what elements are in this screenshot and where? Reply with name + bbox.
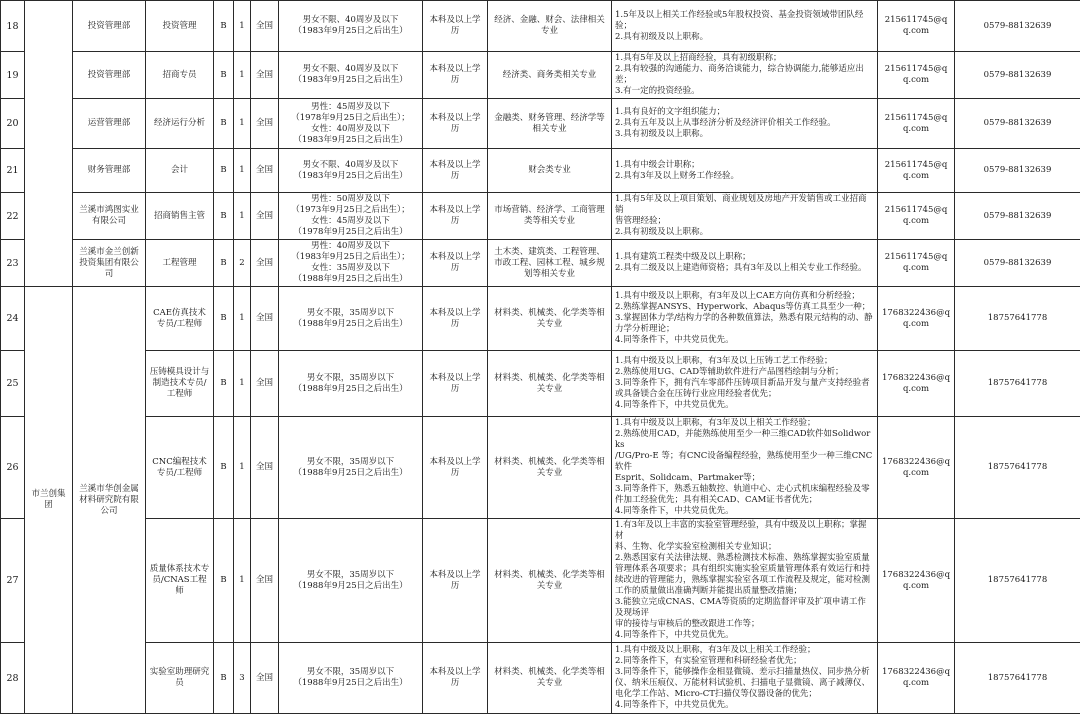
post-category: B (214, 193, 234, 240)
contact-phone: 0579-88132639 (955, 99, 1080, 149)
age-requirement-line: （1973年9月25日之后出生）； (282, 205, 419, 216)
age-requirement-line: 男女不限，35周岁以下 (282, 570, 419, 581)
other-requirements-line: 工作的质量做出准确判断并能提出质量整改措施； (615, 586, 874, 597)
post-category: B (214, 149, 234, 193)
unit-name: 运营管理部 (73, 99, 146, 149)
post-name: CAE仿真技术专员/工程师 (146, 287, 214, 351)
row-number: 27 (1, 519, 25, 643)
recruit-scope: 全国 (251, 643, 279, 714)
age-requirement-line: （1983年9月25日之后出生） (282, 135, 419, 146)
post-name: 会计 (146, 149, 214, 193)
hire-count: 1 (234, 52, 251, 99)
contact-email: 1768322436@qq.com (878, 351, 955, 417)
other-requirements (612, 193, 878, 240)
post-name: 质量体系技术专员/CNAS工程师 (146, 519, 214, 643)
other-requirements (612, 351, 878, 417)
age-requirement (279, 149, 423, 193)
age-requirement-line: 男女不限，35周岁以下 (282, 308, 419, 319)
other-requirements-line: 2.具有五年及以上从事经济分析及经济评价相关工作经验。 (615, 118, 874, 129)
other-requirements (612, 417, 878, 519)
post-name: 压铸模具设计与制造技术专员/工程师 (146, 351, 214, 417)
other-requirements-line: 2.具有二级及以上建造师资格；具有3年及以上相关专业工作经验。 (615, 263, 874, 274)
contact-email: 215611745@qq.com (878, 149, 955, 193)
other-requirements-line: 件加工经验优先；具有相关CAD、CAM证书者优先； (615, 495, 874, 506)
other-requirements-line: 4.同等条件下，中共党员优先。 (615, 630, 874, 641)
post-name: 投资管理 (146, 1, 214, 52)
post-name: CNC编程技术专员/工程师 (146, 417, 214, 519)
other-requirements-line: 2.同等条件下，有实验室管理和科研经验者优先； (615, 656, 874, 667)
other-requirements-line: 1.有3年及以上丰富的实验室管理经验，具有中级及以上职称；掌握材 (615, 520, 874, 542)
major: 材料类、机械类、化学类等相关专业 (488, 351, 612, 417)
row-number: 20 (1, 99, 25, 149)
post-category: B (214, 99, 234, 149)
contact-phone: 18757641778 (955, 287, 1080, 351)
table-row (1, 193, 1080, 240)
other-requirements-line: 4.同等条件下，中共党员优先。 (615, 506, 874, 517)
education: 本科及以上学历 (423, 519, 488, 643)
table-row (1, 519, 1080, 643)
education: 本科及以上学历 (423, 149, 488, 193)
other-requirements-line: 3.掌握固体力学/结构力学的各种数值算法，熟悉有限元结构的动、静 (615, 313, 874, 324)
table-row (1, 417, 1080, 519)
other-requirements (612, 99, 878, 149)
major: 材料类、机械类、化学类等相关专业 (488, 287, 612, 351)
row-number: 23 (1, 240, 25, 287)
other-requirements-line: 3.同等条件下，拥有汽车零部件压铸项目新品开发与量产支持经验者 (615, 378, 874, 389)
post-name: 招商销售主管 (146, 193, 214, 240)
age-requirement-line: （1983年9月25日之后出生） (282, 75, 419, 86)
unit-name: 兰溪市华创金属材料研究院有限公司 (73, 287, 146, 714)
age-requirement-line: （1988年9月25日之后出生） (282, 384, 419, 395)
post-category: B (214, 519, 234, 643)
recruit-scope: 全国 (251, 193, 279, 240)
row-number: 25 (1, 351, 25, 417)
other-requirements-line: 1.具有建筑工程类中级及以上职称； (615, 252, 874, 263)
post-category: B (214, 240, 234, 287)
unit-name: 投资管理部 (73, 1, 146, 52)
age-requirement-line: 男女不限，35周岁以下 (282, 457, 419, 468)
age-requirement-line: （1983年9月25日之后出生） (282, 171, 419, 182)
other-requirements-line: 差； (615, 75, 874, 86)
row-number: 22 (1, 193, 25, 240)
post-category: B (214, 417, 234, 519)
contact-email: 215611745@qq.com (878, 240, 955, 287)
other-requirements-line: 3.能独立完成CNAS、CMA等资质的定期监督评审及扩项申请工作及现场评 (615, 597, 874, 619)
contact-email: 215611745@qq.com (878, 193, 955, 240)
table-row (1, 351, 1080, 417)
contact-phone: 0579-88132639 (955, 1, 1080, 52)
contact-email: 1768322436@qq.com (878, 287, 955, 351)
unit-name: 投资管理部 (73, 52, 146, 99)
major: 财会类专业 (488, 149, 612, 193)
contact-email: 215611745@qq.com (878, 52, 955, 99)
recruit-scope: 全国 (251, 417, 279, 519)
other-requirements-line: 4.同等条件下，中共党员优先。 (615, 700, 874, 711)
other-requirements-line: 1.具有5年及以上招商经验，具有初级职称； (615, 53, 874, 64)
other-requirements (612, 52, 878, 99)
age-requirement-line: 男女不限，35周岁以下 (282, 373, 419, 384)
age-requirement-line: 男性：45周岁及以下 (282, 102, 419, 113)
group-name (25, 1, 73, 287)
row-number: 24 (1, 287, 25, 351)
contact-phone: 0579-88132639 (955, 240, 1080, 287)
education: 本科及以上学历 (423, 643, 488, 714)
recruit-scope: 全国 (251, 149, 279, 193)
age-requirement-line: （1988年9月25日之后出生） (282, 678, 419, 689)
post-category: B (214, 643, 234, 714)
table-row (1, 643, 1080, 714)
other-requirements-line: 1.具有中级及以上职称，有3年及以上压铸工艺工作经验； (615, 356, 874, 367)
hire-count: 1 (234, 287, 251, 351)
age-requirement-line: （1978年9月25日之后出生） (282, 227, 419, 238)
other-requirements-line: 1.具有中级会计职称； (615, 160, 874, 171)
age-requirement (279, 351, 423, 417)
row-number: 19 (1, 52, 25, 99)
other-requirements-line: 2.熟悉国家有关法律法规、熟悉检测技术标准、熟练掌握实验室质量 (615, 553, 874, 564)
hire-count: 1 (234, 193, 251, 240)
other-requirements-line: 或具备镁合金在压铸行业应用经验者优先； (615, 389, 874, 400)
row-number: 26 (1, 417, 25, 519)
recruit-scope: 全国 (251, 240, 279, 287)
recruit-scope: 全国 (251, 519, 279, 643)
major: 材料类、机械类、化学类等相关专业 (488, 643, 612, 714)
other-requirements-line: 力学分析理论； (615, 324, 874, 335)
age-requirement-line: （1983年9月25日之后出生） (282, 26, 419, 37)
age-requirement-line: （1983年9月25日之后出生）； (282, 252, 419, 263)
age-requirement-line: （1988年9月25日之后出生） (282, 468, 419, 479)
contact-email: 1768322436@qq.com (878, 519, 955, 643)
hire-count: 1 (234, 351, 251, 417)
other-requirements (612, 1, 878, 52)
age-requirement-line: 女性：40周岁及以下 (282, 124, 419, 135)
other-requirements-line: 验； (615, 21, 874, 32)
major: 金融类、财务管理、经济学等相关专业 (488, 99, 612, 149)
hire-count: 1 (234, 99, 251, 149)
unit-name: 兰溪市鸿图实业有限公司 (73, 193, 146, 240)
other-requirements-line: 2.熟练使用CAD，并能熟练使用至少一种三维CAD软件如Solidworks (615, 429, 874, 451)
other-requirements-line: 管理体系各项要求；具有组织实施实验室质量管理体系有效运行和持 (615, 564, 874, 575)
age-requirement-line: 女性：45周岁及以下 (282, 216, 419, 227)
recruit-scope: 全国 (251, 52, 279, 99)
other-requirements-line: /UG/Pro-E 等；有CNC设备编程经验，熟练使用至少一种三维CNC软件 (615, 451, 874, 473)
post-category: B (214, 351, 234, 417)
table-row (1, 240, 1080, 287)
education: 本科及以上学历 (423, 287, 488, 351)
age-requirement-line: （1988年9月25日之后出生） (282, 319, 419, 330)
other-requirements (612, 519, 878, 643)
other-requirements-line: 2.熟练掌握ANSYS、Hyperwork、Abaqus等仿真工具至少一种； (615, 302, 874, 313)
education: 本科及以上学历 (423, 351, 488, 417)
other-requirements-line: 2.具有初级及以上职称。 (615, 227, 874, 238)
other-requirements-line: 2.熟练使用UG、CAD等辅助软件进行产品图档绘制与分析； (615, 367, 874, 378)
other-requirements-line: 审的接待与审核后的整改跟进工作等； (615, 619, 874, 630)
recruit-scope: 全国 (251, 351, 279, 417)
contact-phone: 18757641778 (955, 417, 1080, 519)
contact-phone: 0579-88132639 (955, 149, 1080, 193)
row-number: 18 (1, 1, 25, 52)
hire-count: 2 (234, 240, 251, 287)
row-number: 21 (1, 149, 25, 193)
contact-email: 1768322436@qq.com (878, 643, 955, 714)
table-row (1, 287, 1080, 351)
table-row (1, 99, 1080, 149)
age-requirement (279, 1, 423, 52)
contact-phone: 18757641778 (955, 643, 1080, 714)
other-requirements-line: 仪、纳米压痕仪、万能材料试验机、扫描电子显微镜、离子减薄仪、 (615, 678, 874, 689)
age-requirement (279, 417, 423, 519)
education: 本科及以上学历 (423, 193, 488, 240)
other-requirements-line: 2.具有较强的沟通能力、商务洽谈能力，综合协调能力,能够适应出 (615, 64, 874, 75)
other-requirements-line: 2.具有3年及以上财务工作经验。 (615, 171, 874, 182)
major: 材料类、机械类、化学类等相关专业 (488, 519, 612, 643)
major: 材料类、机械类、化学类等相关专业 (488, 417, 612, 519)
post-category: B (214, 287, 234, 351)
post-name: 经济运行分析 (146, 99, 214, 149)
other-requirements-line: Esprit、Solidcam、Partmaker等； (615, 473, 874, 484)
post-category: B (214, 52, 234, 99)
other-requirements-line: 4.同等条件下，中共党员优先。 (615, 335, 874, 346)
other-requirements (612, 643, 878, 714)
hire-count: 1 (234, 149, 251, 193)
other-requirements (612, 149, 878, 193)
education: 本科及以上学历 (423, 52, 488, 99)
age-requirement (279, 287, 423, 351)
unit-name: 财务管理部 (73, 149, 146, 193)
contact-phone: 0579-88132639 (955, 52, 1080, 99)
education: 本科及以上学历 (423, 99, 488, 149)
unit-name: 兰溪市金兰创新投资集团有限公司 (73, 240, 146, 287)
age-requirement-line: （1978年9月25日之后出生）； (282, 113, 419, 124)
contact-email: 215611745@qq.com (878, 1, 955, 52)
age-requirement-line: 男女不限、40周岁及以下 (282, 15, 419, 26)
education: 本科及以上学历 (423, 240, 488, 287)
education: 本科及以上学历 (423, 1, 488, 52)
other-requirements-line: 3.有一定的投资经验。 (615, 86, 874, 97)
post-name: 实验室助理研究员 (146, 643, 214, 714)
other-requirements-line: 料、生物、化学实验室检测相关专业知识； (615, 542, 874, 553)
age-requirement-line: 男性：50周岁及以下 (282, 194, 419, 205)
row-number: 28 (1, 643, 25, 714)
contact-email: 1768322436@qq.com (878, 417, 955, 519)
hire-count: 1 (234, 519, 251, 643)
age-requirement (279, 52, 423, 99)
post-name: 招商专员 (146, 52, 214, 99)
contact-phone: 18757641778 (955, 519, 1080, 643)
table-row (1, 52, 1080, 99)
other-requirements-line: 1.具有良好的文字组织能力； (615, 107, 874, 118)
age-requirement-line: （1988年9月25日之后出生） (282, 274, 419, 285)
major: 土木类、建筑类、工程管理、市政工程、园林工程、城乡规划等相关专业 (488, 240, 612, 287)
table-row (1, 149, 1080, 193)
other-requirements-line: 售管理经验； (615, 216, 874, 227)
post-name: 工程管理 (146, 240, 214, 287)
hire-count: 1 (234, 417, 251, 519)
education: 本科及以上学历 (423, 417, 488, 519)
major: 经济类、商务类相关专业 (488, 52, 612, 99)
age-requirement (279, 99, 423, 149)
recruit-scope: 全国 (251, 99, 279, 149)
contact-email: 215611745@qq.com (878, 99, 955, 149)
contact-phone: 0579-88132639 (955, 193, 1080, 240)
other-requirements-line: 2.具有初级及以上职称。 (615, 32, 874, 43)
contact-phone: 18757641778 (955, 351, 1080, 417)
other-requirements-line: 1.具有中级及以上职称，有3年及以上CAE方向仿真和分析经验； (615, 291, 874, 302)
other-requirements-line: 4.同等条件下，中共党员优先。 (615, 400, 874, 411)
recruit-scope: 全国 (251, 287, 279, 351)
other-requirements-line: 3.同等条件下，熟悉五轴数控、轨道中心、走心式机床编程经验及零 (615, 484, 874, 495)
age-requirement-line: 女性：35周岁及以下 (282, 263, 419, 274)
age-requirement (279, 643, 423, 714)
other-requirements (612, 287, 878, 351)
other-requirements-line: 1.具有中级及以上职称，有3年及以上相关工作经验； (615, 418, 874, 429)
other-requirements (612, 240, 878, 287)
major: 市场营销、经济学、工商管理类等相关专业 (488, 193, 612, 240)
recruit-scope: 全国 (251, 1, 279, 52)
other-requirements-line: 电化学工作站、Micro-CT扫描仪等仪器设备的优先； (615, 689, 874, 700)
age-requirement-line: 男女不限、40周岁及以下 (282, 64, 419, 75)
age-requirement (279, 193, 423, 240)
age-requirement-line: 男性：40周岁及以下 (282, 241, 419, 252)
hire-count: 3 (234, 643, 251, 714)
age-requirement (279, 519, 423, 643)
major: 经济、金融、财会、法律相关专业 (488, 1, 612, 52)
other-requirements-line: 1.具有中级及以上职称，有3年及以上相关工作经验； (615, 645, 874, 656)
age-requirement (279, 240, 423, 287)
post-category: B (214, 1, 234, 52)
other-requirements-line: 1.5年及以上相关工作经验或5年股权投资、基金投资领域带团队经 (615, 10, 874, 21)
table-row (1, 1, 1080, 52)
age-requirement-line: 男女不限，35周岁以下 (282, 667, 419, 678)
other-requirements-line: 1.具有5年及以上项目策划、商业规划及房地产开发销售或工业招商销 (615, 194, 874, 216)
other-requirements-line: 3.具有初级及以上职称。 (615, 129, 874, 140)
age-requirement-line: 男女不限、40周岁及以下 (282, 160, 419, 171)
group-name: 市兰创集团 (25, 287, 73, 714)
age-requirement-line: （1988年9月25日之后出生） (282, 581, 419, 592)
other-requirements-line: 续改进的管理能力，熟练掌握实验室各项工作流程及规定，能对检测 (615, 575, 874, 586)
other-requirements-line: 3.同等条件下，能够操作金相显微镜、差示扫描量热仪、同步热分析 (615, 667, 874, 678)
hire-count: 1 (234, 1, 251, 52)
